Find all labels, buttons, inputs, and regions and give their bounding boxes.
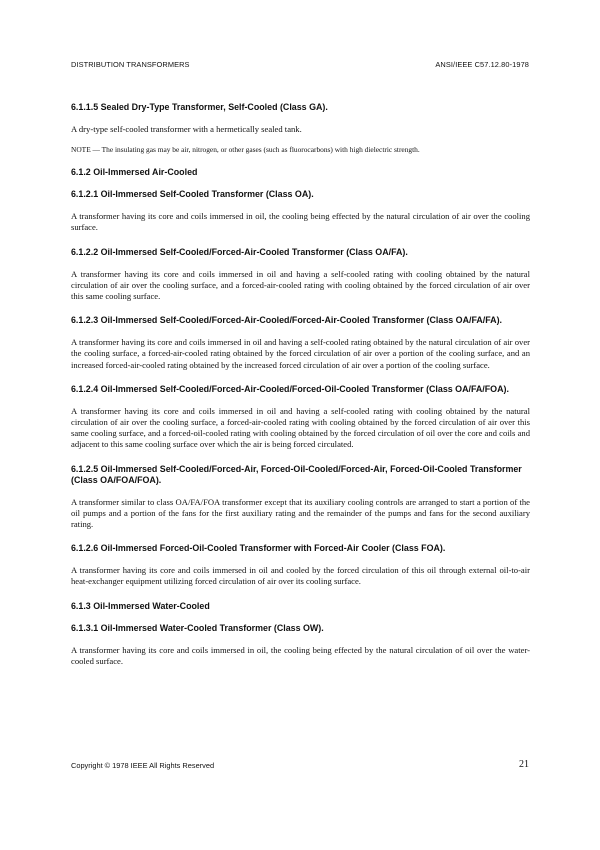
- header-left: DISTRIBUTION TRANSFORMERS: [71, 60, 190, 69]
- heading-6-1-2-3: 6.1.2.3 Oil-Immersed Self-Cooled/Forced-Air-Cooled/Forced-Air-Cooled Transformer (Class OA/FA/FA).: [71, 315, 503, 326]
- paragraph-6-1-2-3: A transformer having its core and coils immersed in oil and having a self-cooled rating obtained by the natural circulation of air over the cooling surface, a forced-air-cooled rating obtained by the forced circulation of air over a portion of the cooling surface, and an increased forced-air-cooled rating obtained by the increased forced circulation of air over a portion of the cooling surface.: [71, 337, 530, 370]
- page-footer: [71, 759, 529, 773]
- heading-6-1-2-5: 6.1.2.5 Oil-Immersed Self-Cooled/Forced-Air, Forced-Oil-Cooled/Forced-Air, Forced-Oil-Cooled Transformer (Class OA/FOA/FOA).: [71, 463, 522, 485]
- heading-6-1-1-5: 6.1.1.5 Sealed Dry-Type Transformer, Self-Cooled (Class GA).: [71, 102, 328, 112]
- heading-6-1-2-4: 6.1.2.4 Oil-Immersed Self-Cooled/Forced-Air-Cooled/Forced-Oil-Cooled Transformer (Class OA/FA/FOA).: [71, 383, 509, 394]
- header-right: ANSI/IEEE C57.12.80-1978: [435, 60, 529, 69]
- heading-6-1-2-6: 6.1.2.6 Oil-Immersed Forced-Oil-Cooled Transformer with Forced-Air Cooler (Class FOA).: [71, 543, 446, 554]
- heading-6-1-2-2: 6.1.2.2 Oil-Immersed Self-Cooled/Forced-Air-Cooled Transformer (Class OA/FA).: [71, 246, 408, 257]
- heading-6-1-2-1: 6.1.2.1 Oil-Immersed Self-Cooled Transformer (Class OA).: [71, 189, 314, 200]
- paragraph-6-1-2-6: A transformer having its core and coils immersed in oil and cooled by the forced circulation of this oil through external oil-to-air heat-exchanger equipment utilizing forced circulation of air over its cooling surface.: [71, 565, 530, 587]
- copyright-notice: Copyright © 1978 IEEE All Rights Reserved: [71, 761, 215, 770]
- paragraph-6-1-2-5: A transformer similar to class OA/FA/FOA transformer except that its auxiliary cooling controls are arranged to start a portion of the oil pumps and a portion of the fans for the first auxiliary rating and the remainder of the pumps and fans for the second auxiliary rating.: [71, 496, 530, 530]
- paragraph-6-1-2-4: A transformer having its core and coils immersed in oil and having a self-cooled rating with cooling obtained by the natural circulation of air over the cooling surface, a forced-air-cooled rating with cooling obtained by the forced circulation of air over this same cooling surface, and a forced-oil-cooled rating with cooling obtained by the forced circulation of oil over the core and coils and adjacent to this same cooling surface over which the air is being forced circulated.: [71, 405, 530, 450]
- page-number: 21: [519, 759, 529, 770]
- paragraph-6-1-2-1: A transformer having its core and coils immersed in oil, the cooling being effected by the natural circulation of air over the cooling surface.: [71, 211, 530, 233]
- note-6-1-1-5: NOTE — The insulating gas may be air, nitrogen, or other gases (such as fluorocarbons) with high dielectric strength.: [71, 145, 420, 155]
- paragraph-6-1-3-1: A transformer having its core and coils immersed in oil, the cooling being effected by the natural circulation of oil over the water-cooled surface.: [71, 644, 530, 666]
- heading-6-1-3-1: 6.1.3.1 Oil-Immersed Water-Cooled Transformer (Class OW).: [71, 622, 324, 633]
- page-content: [71, 102, 530, 680]
- paragraph-6-1-1-5: A dry-type self-cooled transformer with a hermetically sealed tank.: [71, 124, 302, 134]
- heading-6-1-3: 6.1.3 Oil-Immersed Water-Cooled: [71, 600, 210, 611]
- heading-6-1-2: 6.1.2 Oil-Immersed Air-Cooled: [71, 167, 198, 178]
- paragraph-6-1-2-2: A transformer having its core and coils immersed in oil and having a self-cooled rating with cooling obtained by the natural circulation of air over the cooling surface, and a forced-air-cooled rating with cooling obtained by the forced circulation of air over this same cooling surface.: [71, 268, 530, 302]
